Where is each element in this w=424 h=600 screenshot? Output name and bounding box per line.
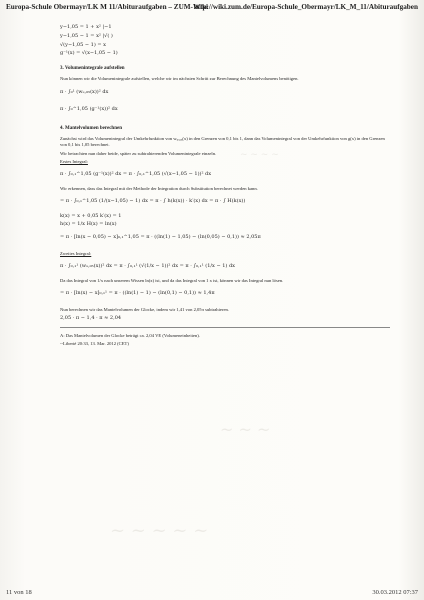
equation: k(x) = x + 0,05 k′(x) = 1 xyxy=(60,212,122,219)
equation: y−1,05 − 1 = x² |√( ) xyxy=(60,32,113,39)
paragraph: Da das Integral von 1/x nach unserem Wissen ln(x) ist, und da das Integral von 1 x ist, können wir das Integral nun lösen. xyxy=(60,277,284,283)
page-number: 11 von 18 xyxy=(6,589,32,596)
equation: g⁻¹(x) = √(x−1,05 − 1) xyxy=(60,50,118,57)
show-through-mark: ~ ~ ~ ~ ~ xyxy=(110,520,209,541)
paragraph: Nun können wir die Volumenintegrale aufstellen, welche wir im nächsten Schritt zur Berechnung des Mantelvolumens benötigen. xyxy=(60,75,299,81)
divider xyxy=(60,327,390,328)
paragraph: Nun berechnen wir das Mantelvolumen der Glocke, indem wir 1,41 von 2,05π subtrahieren. xyxy=(60,306,229,312)
equation: = π · [ln(x) − x]₀,₁¹ = π · ((ln(1) − 1) − (ln(0,1) − 0,1)) ≈ 1,4π xyxy=(60,290,215,296)
equation: = π · [ln(x − 0,05) − x]₀,₁^1,05 = π · ((ln(1) − 1,05) − (ln(0,05) − 0,1)) ≈ 2,05π xyxy=(60,234,261,241)
equation: 2,05 · π − 1,4 · π ≈ 2,04 xyxy=(60,314,122,321)
integral: π · ∫₀^1,05 (g⁻¹(x))² dx xyxy=(60,105,118,112)
page-header-title: Europa-Schule Obermayr/LK M 11/Abituraufgaben – ZUM-Wiki xyxy=(6,3,208,11)
document-body xyxy=(60,22,390,349)
section-heading: 3. Volumenintegrale aufstellen xyxy=(60,66,125,71)
subheading: Zweites Integral: xyxy=(60,250,92,256)
signature: --Liberté 20:33, 13. Mar. 2012 (CET) xyxy=(60,340,129,346)
equation: √(y−1,05 − 1) = x xyxy=(60,41,106,48)
print-timestamp: 30.03.2012 07:37 xyxy=(372,589,418,596)
integral: = π · ∫₀,₁^1,05 (1/(x−1,05) − 1) dx = π · ∫ h(k(x)) · k′(x) dx = π · ∫ H(k(x)) xyxy=(60,197,246,204)
integral: π · ∫₀,₁¹ (wᵤ,₀₅(x))² dx = π · ∫₀,₁¹ (√(1/x − 1))² dx = π · ∫₀,₁¹ (1/x − 1) dx xyxy=(60,263,235,270)
equation: y−1,05 = 1 + x² |−1 xyxy=(60,24,112,30)
section-heading: 4. Mantelvolumen berechnen xyxy=(60,126,122,132)
show-through-mark: ~ ~ ~ ~ xyxy=(240,150,279,160)
integral: π · ∫₀¹ (wᵤ,₀₅(x))² dx xyxy=(60,88,109,95)
page-header-url: http://wiki.zum.de/Europa-Schule_Obermayr/LK_M_11/Abituraufgaben xyxy=(193,3,418,11)
paragraph: Wir betrachten nun daher beide, später zu subtrahierenden Volumenintegrale einzeln. xyxy=(60,150,217,156)
show-through-mark: ~ ~ ~ xyxy=(220,420,271,439)
paragraph: Wir erkennen, dass das Integral mit der Methode der Integration durch Substitution berechnet werden kann. xyxy=(60,185,258,191)
answer-text: A: Das Mantelvolumen der Glocke beträgt ca. 2,04 VE (Volumeneinheiten). xyxy=(60,332,200,338)
equation: h(x) = 1/x H(x) = ln(x) xyxy=(60,221,117,228)
paragraph: Zunächst wird das Volumenintegral der Umkehrfunktion von wᵤ,₀₅(x) in den Grenzen von 0,1 bis 1, dann das Volumenintegral von der Umkehrfunktion von g(x) in den Grenzen von 0,1 bis 1,05 berechnet. xyxy=(60,136,385,148)
subheading: Erstes Integral: xyxy=(60,158,88,164)
integral: π · ∫₀,₁^1,05 (g⁻¹(x))² dx = π · ∫₀,₁^1,05 (√(x−1,05 − 1))² dx xyxy=(60,170,212,177)
